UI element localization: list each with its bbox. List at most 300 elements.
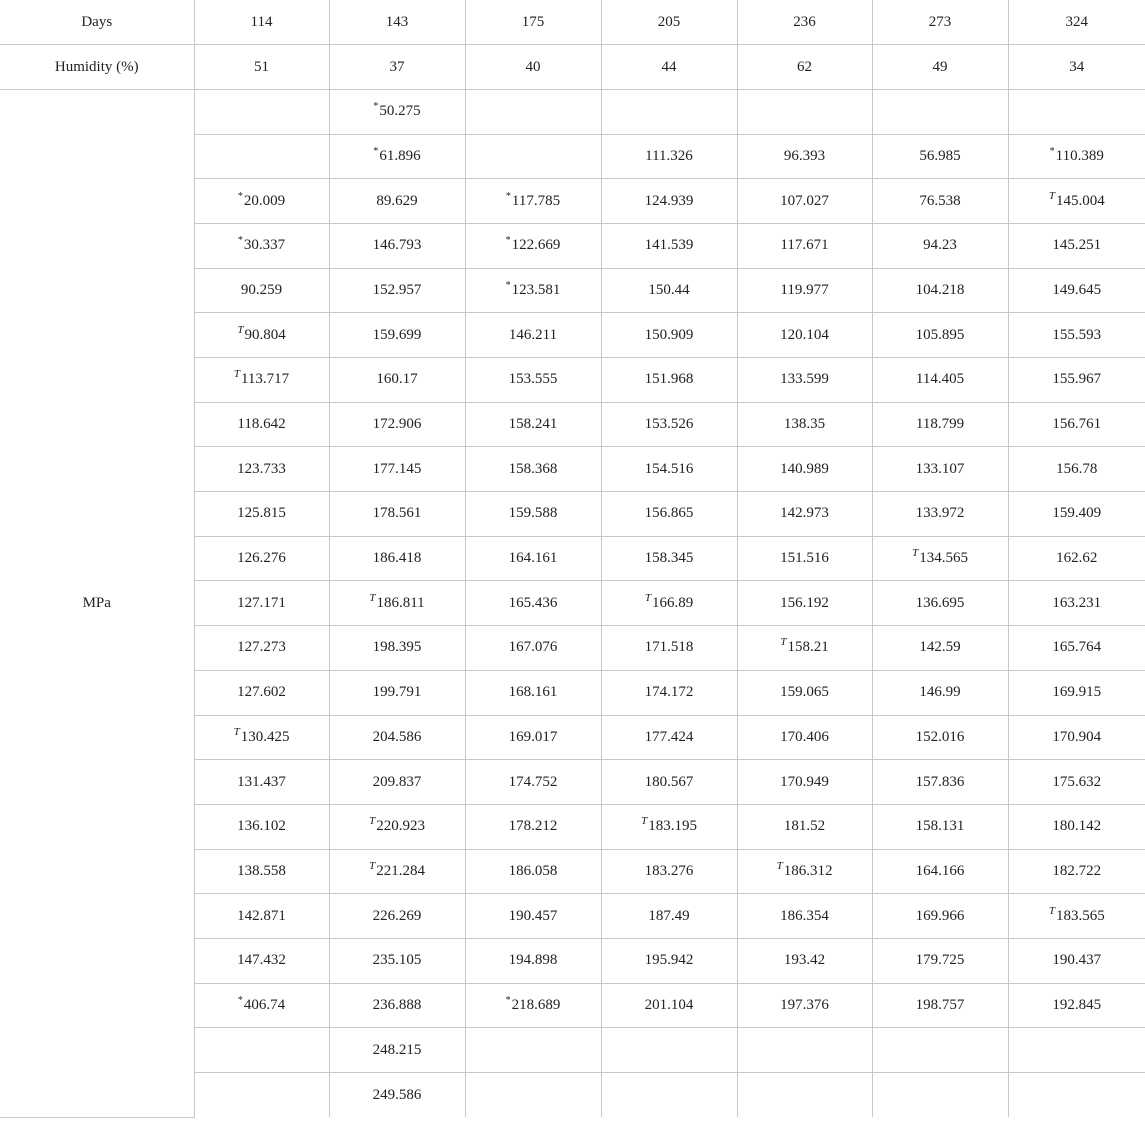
value-cell	[872, 715, 1008, 760]
value-cell	[737, 581, 872, 626]
value-text: 182.722	[1052, 862, 1102, 879]
value-text: 123.733	[237, 460, 286, 477]
marker: T	[233, 368, 240, 381]
value-cell	[737, 1073, 872, 1118]
value-text: 117.785	[511, 192, 561, 209]
value-text: 162.62	[1056, 550, 1098, 567]
value-cell	[194, 626, 329, 671]
value-cell	[465, 313, 601, 358]
value-text: 154.516	[644, 460, 694, 477]
value-text: 155.593	[1052, 326, 1102, 343]
value-text: 113.717	[240, 371, 290, 388]
unit-label: MPa	[0, 89, 194, 1117]
value-text: 175.632	[1052, 773, 1102, 790]
value-cell	[194, 894, 329, 939]
value-cell	[465, 268, 601, 313]
value-cell	[601, 626, 737, 671]
value-cell	[601, 223, 737, 268]
marker: *	[237, 235, 243, 247]
value-text: 158.21	[787, 639, 829, 656]
value-text: 186.312	[783, 862, 833, 879]
value-text: 145.251	[1052, 237, 1102, 254]
value-cell	[737, 179, 872, 224]
value-cell	[601, 268, 737, 313]
value-cell	[737, 670, 872, 715]
value-text: 30.337	[243, 237, 286, 254]
value-cell	[601, 492, 737, 537]
value-text: 158.241	[508, 416, 558, 433]
value-cell	[872, 983, 1008, 1028]
value-cell	[737, 89, 872, 134]
value-text: 20.009	[243, 192, 286, 209]
value-text: 124.939	[644, 192, 694, 209]
value-cell	[1008, 938, 1145, 983]
value-cell	[601, 358, 737, 403]
value-cell	[737, 536, 872, 581]
value-text: 146.211	[508, 326, 558, 343]
value-text: 142.59	[919, 639, 961, 656]
value-cell	[872, 760, 1008, 805]
marker: T	[1048, 189, 1055, 202]
value-cell	[465, 894, 601, 939]
value-text: 178.212	[508, 818, 558, 835]
marker: T	[641, 815, 648, 828]
value-text: 146.793	[372, 237, 422, 254]
marker: T	[369, 591, 376, 604]
value-cell	[601, 715, 737, 760]
humidity-cell: 40	[465, 45, 601, 90]
value-cell	[1008, 268, 1145, 313]
value-text: 190.457	[508, 907, 558, 924]
value-text: 136.695	[915, 594, 965, 611]
value-cell	[465, 179, 601, 224]
value-text: 195.942	[644, 952, 694, 969]
value-text: 169.915	[1052, 684, 1102, 701]
value-text: 171.518	[644, 639, 694, 656]
value-cell	[1008, 313, 1145, 358]
value-cell	[872, 134, 1008, 179]
value-cell	[1008, 492, 1145, 537]
marker: T	[1048, 904, 1055, 917]
value-cell	[194, 804, 329, 849]
value-cell	[194, 938, 329, 983]
value-text: 198.395	[372, 639, 422, 656]
value-cell	[601, 1028, 737, 1073]
value-cell	[329, 447, 465, 492]
value-cell	[465, 1028, 601, 1073]
value-text: 76.538	[919, 192, 961, 209]
marker: T	[233, 725, 240, 738]
humidity-label: Humidity (%)	[0, 45, 194, 90]
humidity-cell: 49	[872, 45, 1008, 90]
value-text: 166.89	[651, 594, 694, 611]
value-text: 179.725	[915, 952, 965, 969]
value-cell	[465, 89, 601, 134]
value-text: 236.888	[372, 996, 422, 1013]
value-text: 157.836	[915, 773, 965, 790]
value-text: 169.966	[915, 907, 965, 924]
value-text: 126.276	[237, 550, 286, 567]
value-text: 180.142	[1052, 818, 1102, 835]
value-text: 174.752	[508, 773, 558, 790]
value-cell	[601, 804, 737, 849]
value-cell	[872, 670, 1008, 715]
value-text: 226.269	[372, 907, 422, 924]
value-cell	[465, 938, 601, 983]
value-cell	[737, 1028, 872, 1073]
value-cell	[872, 894, 1008, 939]
marker: T	[776, 859, 783, 872]
humidity-cell: 44	[601, 45, 737, 90]
value-cell	[329, 536, 465, 581]
days-cell: 236	[737, 0, 872, 45]
marker: T	[369, 815, 376, 828]
value-cell	[465, 581, 601, 626]
value-cell	[737, 849, 872, 894]
value-text: 163.231	[1052, 594, 1102, 611]
value-cell	[329, 894, 465, 939]
value-text: 159.065	[780, 684, 829, 701]
value-cell	[872, 849, 1008, 894]
value-cell	[737, 447, 872, 492]
value-text: 156.865	[644, 505, 694, 522]
value-cell	[465, 715, 601, 760]
value-text: 138.35	[783, 416, 826, 433]
value-cell	[329, 268, 465, 313]
value-cell	[1008, 626, 1145, 671]
value-text: 159.409	[1052, 505, 1102, 522]
value-text: 169.017	[508, 728, 558, 745]
value-text: 133.972	[915, 505, 965, 522]
value-cell	[872, 358, 1008, 403]
value-cell	[329, 89, 465, 134]
value-cell	[194, 670, 329, 715]
value-cell	[1008, 402, 1145, 447]
value-text: 177.145	[372, 460, 422, 477]
value-text: 177.424	[644, 728, 694, 745]
value-text: 119.977	[780, 281, 829, 298]
value-cell	[329, 983, 465, 1028]
value-text: 194.898	[508, 952, 558, 969]
value-text: 170.949	[780, 773, 829, 790]
value-cell	[1008, 983, 1145, 1028]
days-cell: 175	[465, 0, 601, 45]
value-cell	[194, 358, 329, 403]
value-cell	[601, 313, 737, 358]
value-cell	[601, 849, 737, 894]
value-cell	[465, 223, 601, 268]
value-text: 209.837	[372, 773, 422, 790]
value-cell	[465, 402, 601, 447]
value-cell	[194, 715, 329, 760]
value-text: 127.273	[237, 639, 286, 656]
value-text: 249.586	[372, 1086, 422, 1103]
value-text: 146.99	[919, 684, 961, 701]
value-cell	[329, 581, 465, 626]
days-cell: 143	[329, 0, 465, 45]
value-cell	[737, 268, 872, 313]
value-text: 201.104	[644, 996, 694, 1013]
value-text: 153.555	[508, 371, 558, 388]
marker: *	[237, 190, 243, 202]
value-text: 56.985	[919, 147, 961, 164]
value-text: 125.815	[237, 505, 286, 522]
value-text: 153.526	[644, 416, 694, 433]
value-text: 147.432	[237, 952, 286, 969]
value-text: 406.74	[243, 996, 286, 1013]
value-text: 168.161	[508, 684, 558, 701]
value-cell	[737, 358, 872, 403]
value-cell	[872, 402, 1008, 447]
value-text: 50.275	[379, 103, 421, 120]
value-cell	[194, 1028, 329, 1073]
value-text: 142.871	[237, 907, 286, 924]
marker: T	[912, 547, 919, 560]
value-cell	[329, 1073, 465, 1118]
value-text: 138.558	[237, 862, 286, 879]
value-text: 150.909	[644, 326, 694, 343]
value-cell	[601, 670, 737, 715]
days-cell: 114	[194, 0, 329, 45]
humidity-cell: 34	[1008, 45, 1145, 90]
value-cell	[601, 179, 737, 224]
value-text: 235.105	[372, 952, 422, 969]
value-text: 94.23	[923, 237, 957, 254]
value-text: 151.968	[644, 371, 694, 388]
value-text: 149.645	[1052, 281, 1102, 298]
value-text: 198.757	[915, 996, 965, 1013]
value-text: 172.906	[372, 416, 422, 433]
value-cell	[737, 938, 872, 983]
value-text: 118.799	[915, 416, 965, 433]
value-cell	[465, 358, 601, 403]
value-cell	[329, 179, 465, 224]
value-cell	[872, 447, 1008, 492]
value-cell	[465, 492, 601, 537]
value-cell	[329, 804, 465, 849]
marker: *	[1049, 145, 1055, 157]
value-cell	[601, 894, 737, 939]
value-text: 120.104	[780, 326, 829, 343]
value-cell	[601, 536, 737, 581]
value-cell	[1008, 536, 1145, 581]
value-cell	[1008, 1073, 1145, 1118]
value-cell	[872, 1028, 1008, 1073]
value-cell	[329, 358, 465, 403]
value-cell	[194, 581, 329, 626]
marker: *	[237, 994, 243, 1006]
value-cell	[194, 1073, 329, 1118]
value-text: 134.565	[919, 550, 968, 567]
value-text: 145.004	[1055, 192, 1105, 209]
value-text: 170.904	[1052, 728, 1102, 745]
value-cell	[194, 223, 329, 268]
value-cell	[872, 89, 1008, 134]
value-cell	[329, 402, 465, 447]
value-text: 152.016	[915, 728, 965, 745]
value-cell	[737, 983, 872, 1028]
marker: T	[780, 636, 787, 649]
value-cell	[601, 983, 737, 1028]
value-cell	[194, 179, 329, 224]
value-cell	[194, 313, 329, 358]
value-text: 158.345	[644, 550, 694, 567]
value-text: 133.599	[780, 371, 829, 388]
value-text: 183.565	[1055, 907, 1105, 924]
value-cell	[1008, 804, 1145, 849]
value-text: 61.896	[379, 147, 421, 164]
value-text: 90.804	[244, 326, 286, 343]
value-cell	[737, 715, 872, 760]
value-text: 156.192	[780, 594, 829, 611]
value-text: 104.218	[915, 281, 965, 298]
value-cell	[872, 938, 1008, 983]
marker: T	[644, 591, 651, 604]
value-text: 183.195	[648, 818, 697, 835]
value-cell	[329, 313, 465, 358]
value-text: 164.161	[508, 550, 558, 567]
value-cell	[601, 447, 737, 492]
value-cell	[872, 313, 1008, 358]
value-cell	[872, 1073, 1008, 1118]
value-text: 156.761	[1052, 416, 1102, 433]
value-text: 192.845	[1052, 996, 1102, 1013]
value-cell	[194, 536, 329, 581]
value-cell	[1008, 670, 1145, 715]
value-cell	[194, 447, 329, 492]
value-text: 248.215	[372, 1041, 422, 1058]
value-text: 204.586	[372, 728, 422, 745]
value-cell	[872, 804, 1008, 849]
value-cell	[872, 223, 1008, 268]
value-text: 180.567	[644, 773, 694, 790]
value-text: 186.058	[508, 862, 558, 879]
value-text: 151.516	[780, 550, 829, 567]
value-cell	[194, 849, 329, 894]
value-text: 186.811	[376, 594, 425, 611]
value-cell	[329, 715, 465, 760]
value-text: 167.076	[508, 639, 558, 656]
value-cell	[194, 402, 329, 447]
value-text: 107.027	[780, 192, 829, 209]
value-cell	[1008, 134, 1145, 179]
marker: *	[505, 235, 511, 247]
marker: *	[505, 994, 511, 1006]
value-cell	[465, 134, 601, 179]
value-cell	[737, 626, 872, 671]
value-cell	[601, 89, 737, 134]
value-cell	[872, 179, 1008, 224]
value-text: 181.52	[783, 818, 826, 835]
value-text: 218.689	[511, 996, 561, 1013]
value-text: 131.437	[237, 773, 286, 790]
value-cell	[465, 804, 601, 849]
value-cell	[329, 938, 465, 983]
value-text: 142.973	[780, 505, 829, 522]
value-cell	[194, 134, 329, 179]
value-cell	[1008, 715, 1145, 760]
value-cell	[465, 536, 601, 581]
value-text: 90.259	[240, 281, 283, 298]
value-text: 110.389	[1055, 147, 1104, 164]
value-cell	[601, 760, 737, 805]
value-text: 158.131	[915, 818, 965, 835]
humidity-cell: 62	[737, 45, 872, 90]
value-text: 105.895	[915, 326, 965, 343]
value-text: 150.44	[648, 281, 690, 298]
value-cell	[194, 268, 329, 313]
table-row	[0, 89, 1145, 134]
value-cell	[329, 134, 465, 179]
value-cell	[1008, 894, 1145, 939]
value-cell	[872, 536, 1008, 581]
value-cell	[329, 1028, 465, 1073]
value-text: 96.393	[783, 147, 826, 164]
value-cell	[465, 670, 601, 715]
value-cell	[329, 492, 465, 537]
humidity-cell: 51	[194, 45, 329, 90]
value-cell	[872, 626, 1008, 671]
value-cell	[465, 849, 601, 894]
humidity-cell: 37	[329, 45, 465, 90]
value-cell	[329, 223, 465, 268]
value-cell	[872, 581, 1008, 626]
value-text: 127.171	[237, 594, 286, 611]
value-cell	[465, 1073, 601, 1118]
value-text: 193.42	[783, 952, 826, 969]
value-text: 122.669	[511, 237, 561, 254]
value-text: 186.354	[780, 907, 829, 924]
value-text: 158.368	[508, 460, 558, 477]
value-text: 123.581	[511, 281, 561, 298]
value-text: 160.17	[376, 371, 418, 388]
value-text: 221.284	[376, 862, 425, 879]
days-cell: 324	[1008, 0, 1145, 45]
value-cell	[329, 849, 465, 894]
value-cell	[465, 983, 601, 1028]
value-text: 165.436	[508, 594, 558, 611]
value-text: 187.49	[648, 907, 690, 924]
value-text: 140.989	[780, 460, 829, 477]
value-text: 141.539	[644, 237, 694, 254]
marker: *	[373, 145, 379, 157]
value-text: 89.629	[376, 192, 418, 209]
humidity-row	[0, 45, 1145, 90]
value-cell	[1008, 1028, 1145, 1073]
value-text: 178.561	[372, 505, 422, 522]
value-cell	[737, 894, 872, 939]
value-text: 164.166	[915, 862, 965, 879]
value-text: 183.276	[644, 862, 694, 879]
value-cell	[1008, 179, 1145, 224]
value-text: 220.923	[376, 818, 425, 835]
value-cell	[1008, 760, 1145, 805]
value-cell	[465, 447, 601, 492]
value-text: 155.967	[1052, 371, 1102, 388]
marker: *	[505, 190, 511, 202]
value-text: 165.764	[1052, 639, 1102, 656]
value-cell	[737, 313, 872, 358]
value-cell	[194, 983, 329, 1028]
value-cell	[737, 223, 872, 268]
days-cell: 205	[601, 0, 737, 45]
value-cell	[872, 492, 1008, 537]
marker: T	[369, 859, 376, 872]
value-cell	[601, 402, 737, 447]
marker: *	[505, 279, 511, 291]
value-cell	[465, 760, 601, 805]
marker: *	[373, 101, 379, 113]
